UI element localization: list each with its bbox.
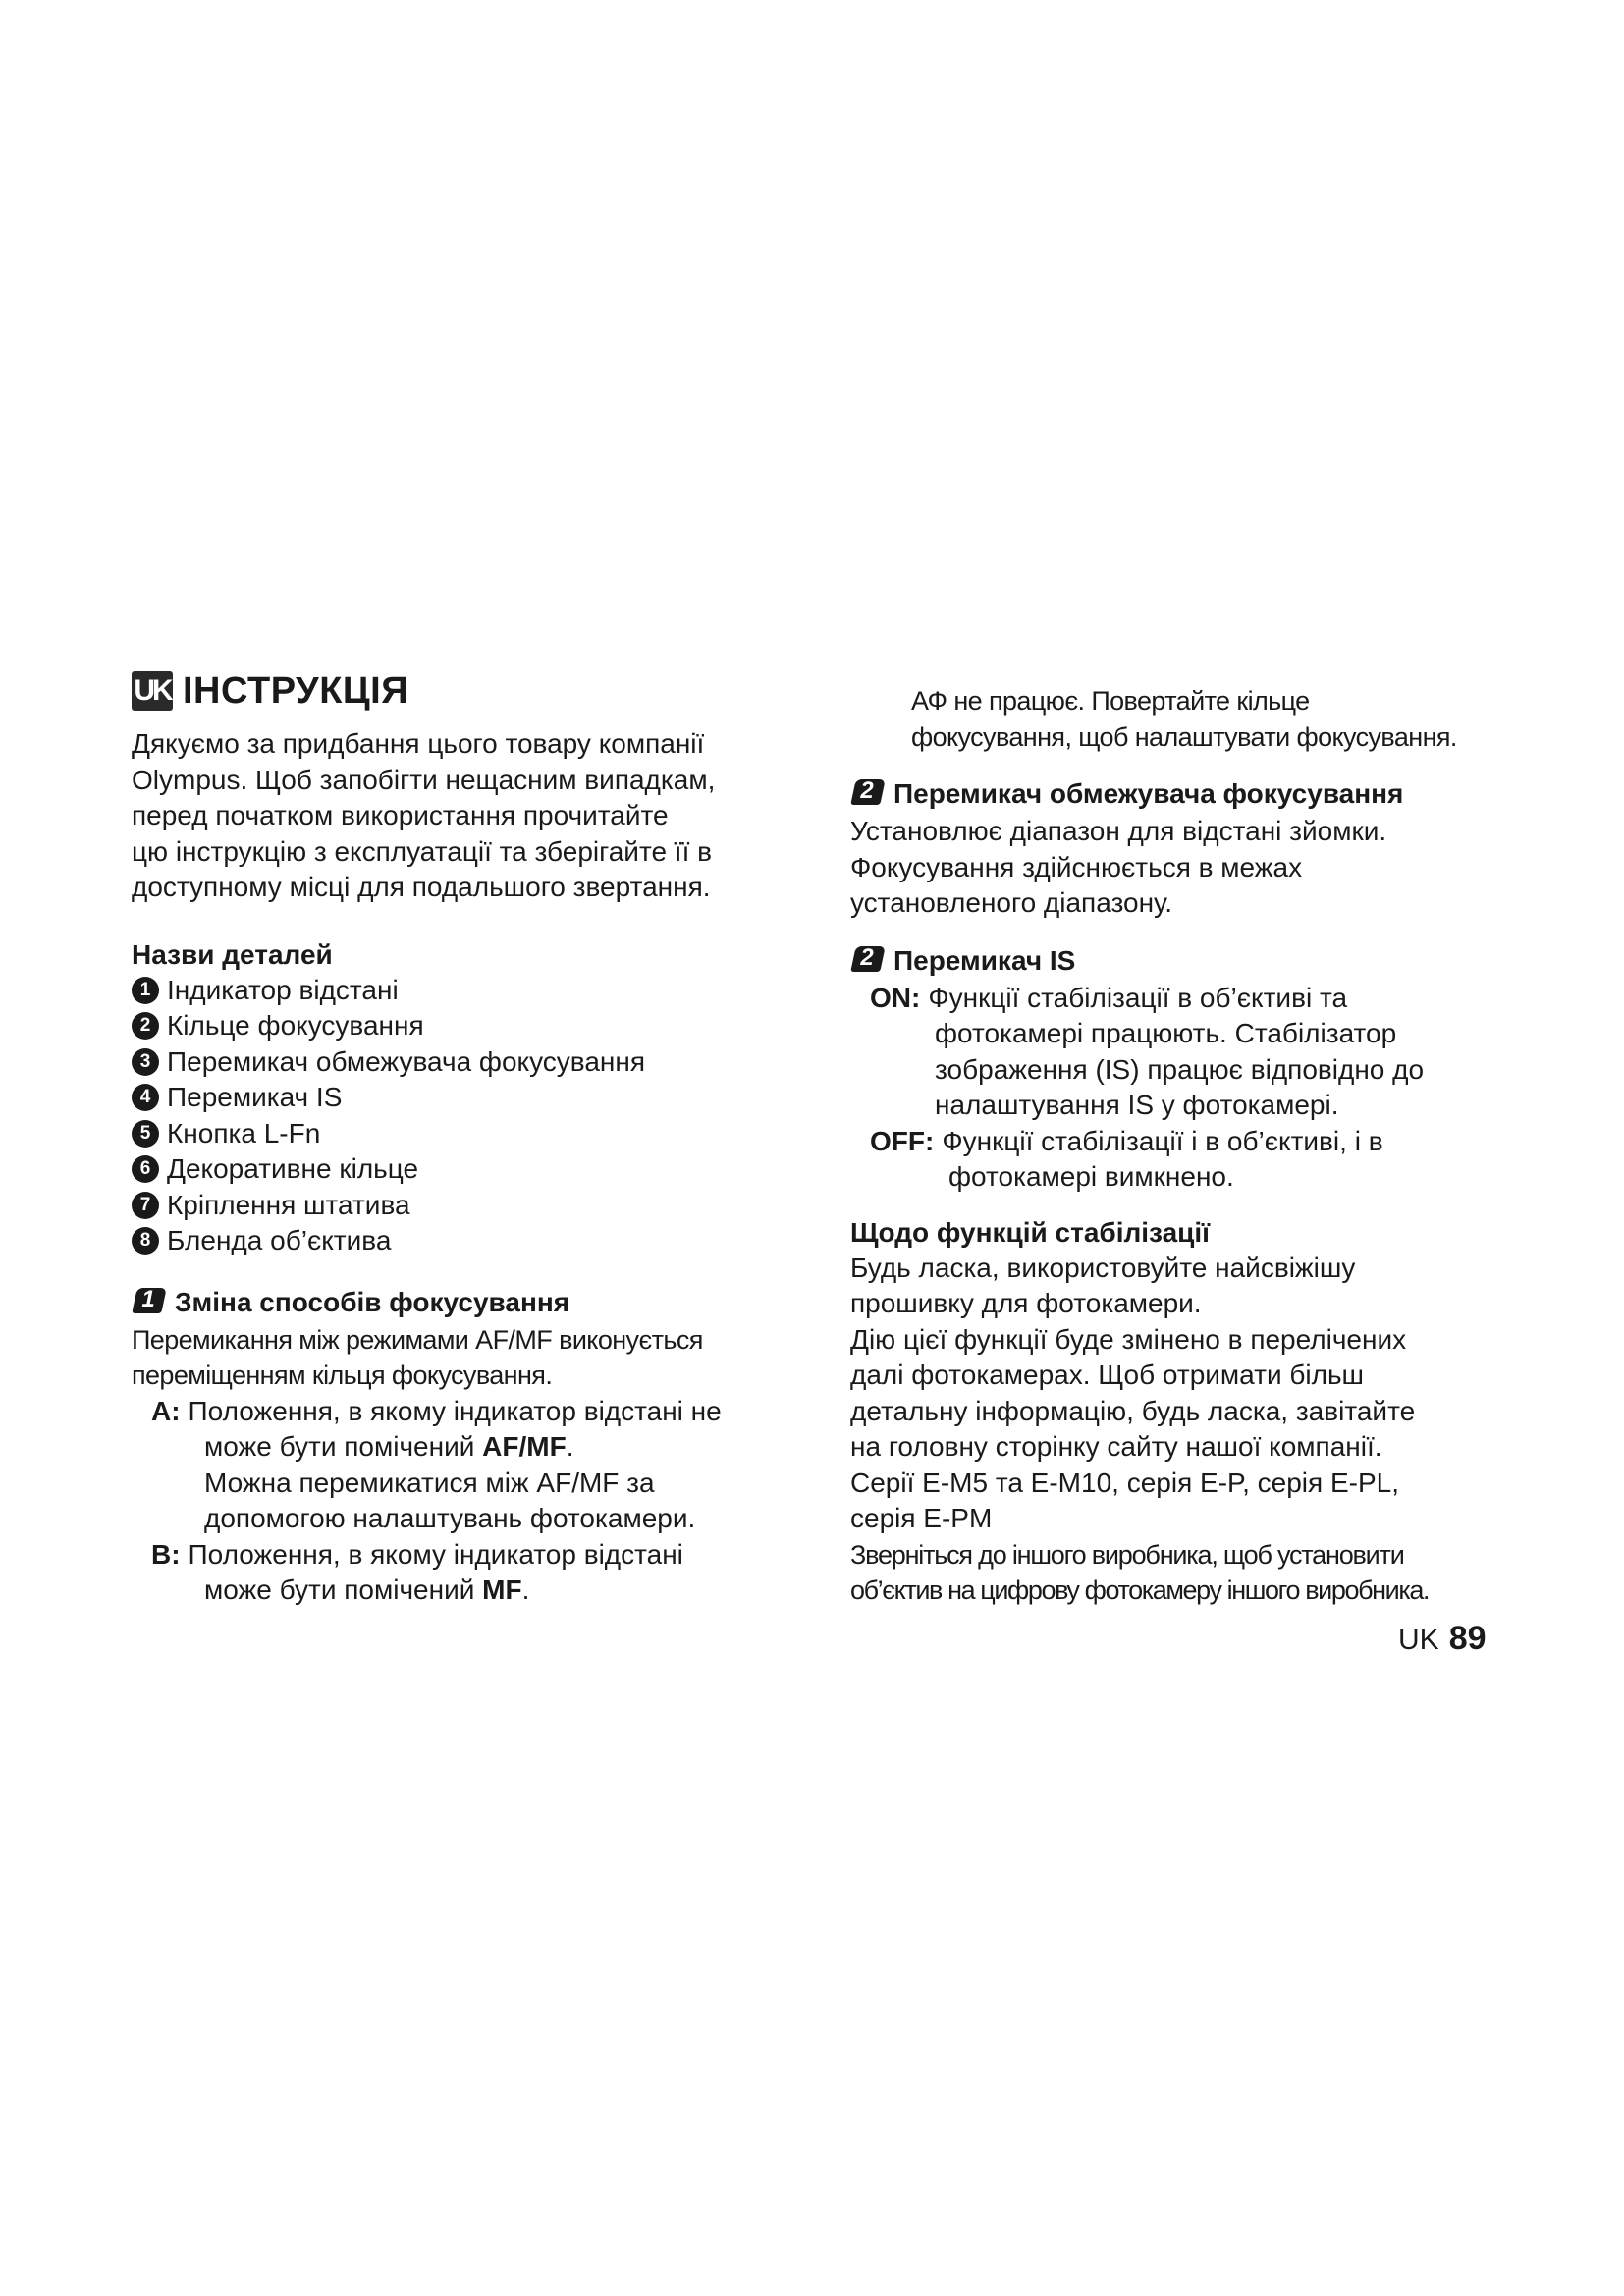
- is-section-heading: [850, 941, 1528, 981]
- stab-line: далі фотокамерах. Щоб отримати більш: [850, 1360, 1365, 1390]
- parts-list: [132, 973, 799, 1259]
- list-item: [132, 1008, 799, 1044]
- part-label: Перемикач обмежувача фокусування: [167, 1045, 646, 1077]
- part-label: Індикатор відстані: [167, 974, 399, 1005]
- option-text: допомогою налаштувань фотокамери.: [204, 1503, 696, 1533]
- stab-line: прошивку для фотокамери.: [850, 1288, 1202, 1318]
- section-title: Зміна способів фокусування: [175, 1286, 570, 1317]
- step-2-icon: 2: [850, 946, 884, 976]
- limiter-line: Фокусування здійснюється в межах: [850, 851, 1303, 882]
- list-item: [132, 1151, 799, 1188]
- page-number-value: 89: [1448, 1620, 1487, 1657]
- list-item: [132, 1116, 799, 1152]
- limiter-line: установленого діапазону.: [850, 887, 1173, 918]
- number-badge: 4: [132, 1084, 159, 1111]
- parts-heading: Назви деталей: [132, 938, 333, 970]
- stab-line: Будь ласка, використовуйте найсвіжішу: [850, 1252, 1356, 1283]
- language-code: UK: [1398, 1624, 1439, 1656]
- number-badge: 3: [132, 1048, 159, 1076]
- stabilization-heading: Щодо функцій стабілізації: [850, 1216, 1211, 1248]
- stabilization-paragraph: [850, 1251, 1528, 1537]
- step-2-icon: 2: [850, 779, 884, 809]
- part-label: Кріплення штатива: [167, 1189, 410, 1220]
- focus-line: переміщенням кільця фокусування.: [132, 1361, 553, 1390]
- option-key: B:: [151, 1538, 181, 1570]
- stab-line: на головну сторінку сайту нашої компанії.: [850, 1431, 1382, 1462]
- option-text: фотокамері працюють. Стабілізатор: [935, 1018, 1397, 1048]
- section-title: Перемикач обмежувача фокусування: [893, 778, 1404, 809]
- continued-line: фокусування, щоб налаштувати фокусування.: [911, 721, 1457, 752]
- right-column: [850, 683, 1528, 1609]
- limiter-section-heading: [850, 774, 1528, 814]
- number-badge: 2: [132, 1012, 159, 1040]
- list-item: [132, 1188, 799, 1224]
- stab-line: Серії E-M5 та E-M10, серія E-P, серія E-PL,: [850, 1467, 1399, 1498]
- list-item: [132, 1223, 799, 1259]
- is-off-option: [850, 1124, 1528, 1196]
- intro-line: цю інструкцію з експлуатації та зберігайте її в: [132, 835, 713, 867]
- page-title: [132, 664, 799, 719]
- other-maker-note: [850, 1537, 1528, 1609]
- part-label: Декоративне кільце: [167, 1153, 419, 1185]
- intro-line: перед початком використання прочитайте: [132, 800, 669, 830]
- language-badge: UK: [132, 671, 173, 711]
- limiter-line: Установлює діапазон для відстані зйомки.: [850, 816, 1387, 846]
- focus-section-heading: [132, 1283, 799, 1322]
- note-line: Зверніться до іншого виробника, щоб установити: [850, 1539, 1404, 1570]
- intro-paragraph: [132, 726, 799, 906]
- option-text: зображення (IS) працює відповідно до: [935, 1053, 1425, 1085]
- intro-line: Дякуємо за придбання цього товару компанії: [132, 728, 705, 759]
- title-text: ІНСТРУКЦІЯ: [183, 669, 409, 712]
- continued-text: [850, 683, 1528, 755]
- part-label: Кнопка L-Fn: [167, 1117, 321, 1148]
- option-text: може бути помічений AF/MF.: [204, 1431, 574, 1462]
- stab-line: детальну інформацію, будь ласка, завітайте: [850, 1395, 1416, 1426]
- option-text: Функції стабілізації в об’єктиві та: [928, 982, 1348, 1013]
- option-text: Положення, в якому індикатор відстані не: [188, 1395, 722, 1426]
- section-title: Перемикач IS: [893, 944, 1076, 976]
- option-text: фотокамері вимкнено.: [948, 1161, 1234, 1192]
- option-text: Функції стабілізації і в об’єктиві, і в: [942, 1125, 1383, 1156]
- number-badge: 8: [132, 1227, 159, 1255]
- option-text: налаштування IS у фотокамері.: [935, 1090, 1339, 1120]
- continued-line: АФ не працює. Повертайте кільце: [911, 686, 1310, 716]
- list-item: [132, 1080, 799, 1116]
- list-item: [132, 1044, 799, 1081]
- intro-line: доступному місці для подальшого звертання.: [132, 872, 711, 902]
- option-text: Положення, в якому індикатор відстані: [188, 1538, 683, 1570]
- number-badge: 1: [132, 977, 159, 1004]
- number-badge: 5: [132, 1120, 159, 1148]
- stab-line: Дію цієї функції буде змінено в перелічених: [850, 1323, 1407, 1355]
- option-key: A:: [151, 1395, 181, 1426]
- focus-line: Перемикання між режимами AF/MF виконується: [132, 1324, 703, 1355]
- part-label: Перемикач IS: [167, 1082, 343, 1113]
- list-item: [132, 973, 799, 1009]
- note-line: об’єктив на цифрову фотокамеру іншого виробника.: [850, 1575, 1430, 1605]
- option-text: Можна перемикатися між AF/MF за: [204, 1467, 655, 1498]
- option-key: OFF:: [870, 1125, 935, 1156]
- step-1-icon: 1: [132, 1288, 165, 1317]
- stab-line: серія E-PM: [850, 1503, 993, 1533]
- part-label: Бленда об’єктива: [167, 1225, 392, 1256]
- option-key: ON:: [870, 982, 921, 1013]
- position-b: [132, 1537, 799, 1609]
- intro-line: Olympus. Щоб запобігти нещасним випадкам,: [132, 764, 716, 795]
- left-column: [132, 664, 799, 1609]
- number-badge: 6: [132, 1155, 159, 1183]
- page-number: [1398, 1620, 1487, 1658]
- position-a: [132, 1394, 799, 1537]
- is-on-option: [850, 981, 1528, 1124]
- part-label: Кільце фокусування: [167, 1010, 424, 1041]
- option-text: може бути помічений MF.: [204, 1575, 530, 1605]
- number-badge: 7: [132, 1192, 159, 1219]
